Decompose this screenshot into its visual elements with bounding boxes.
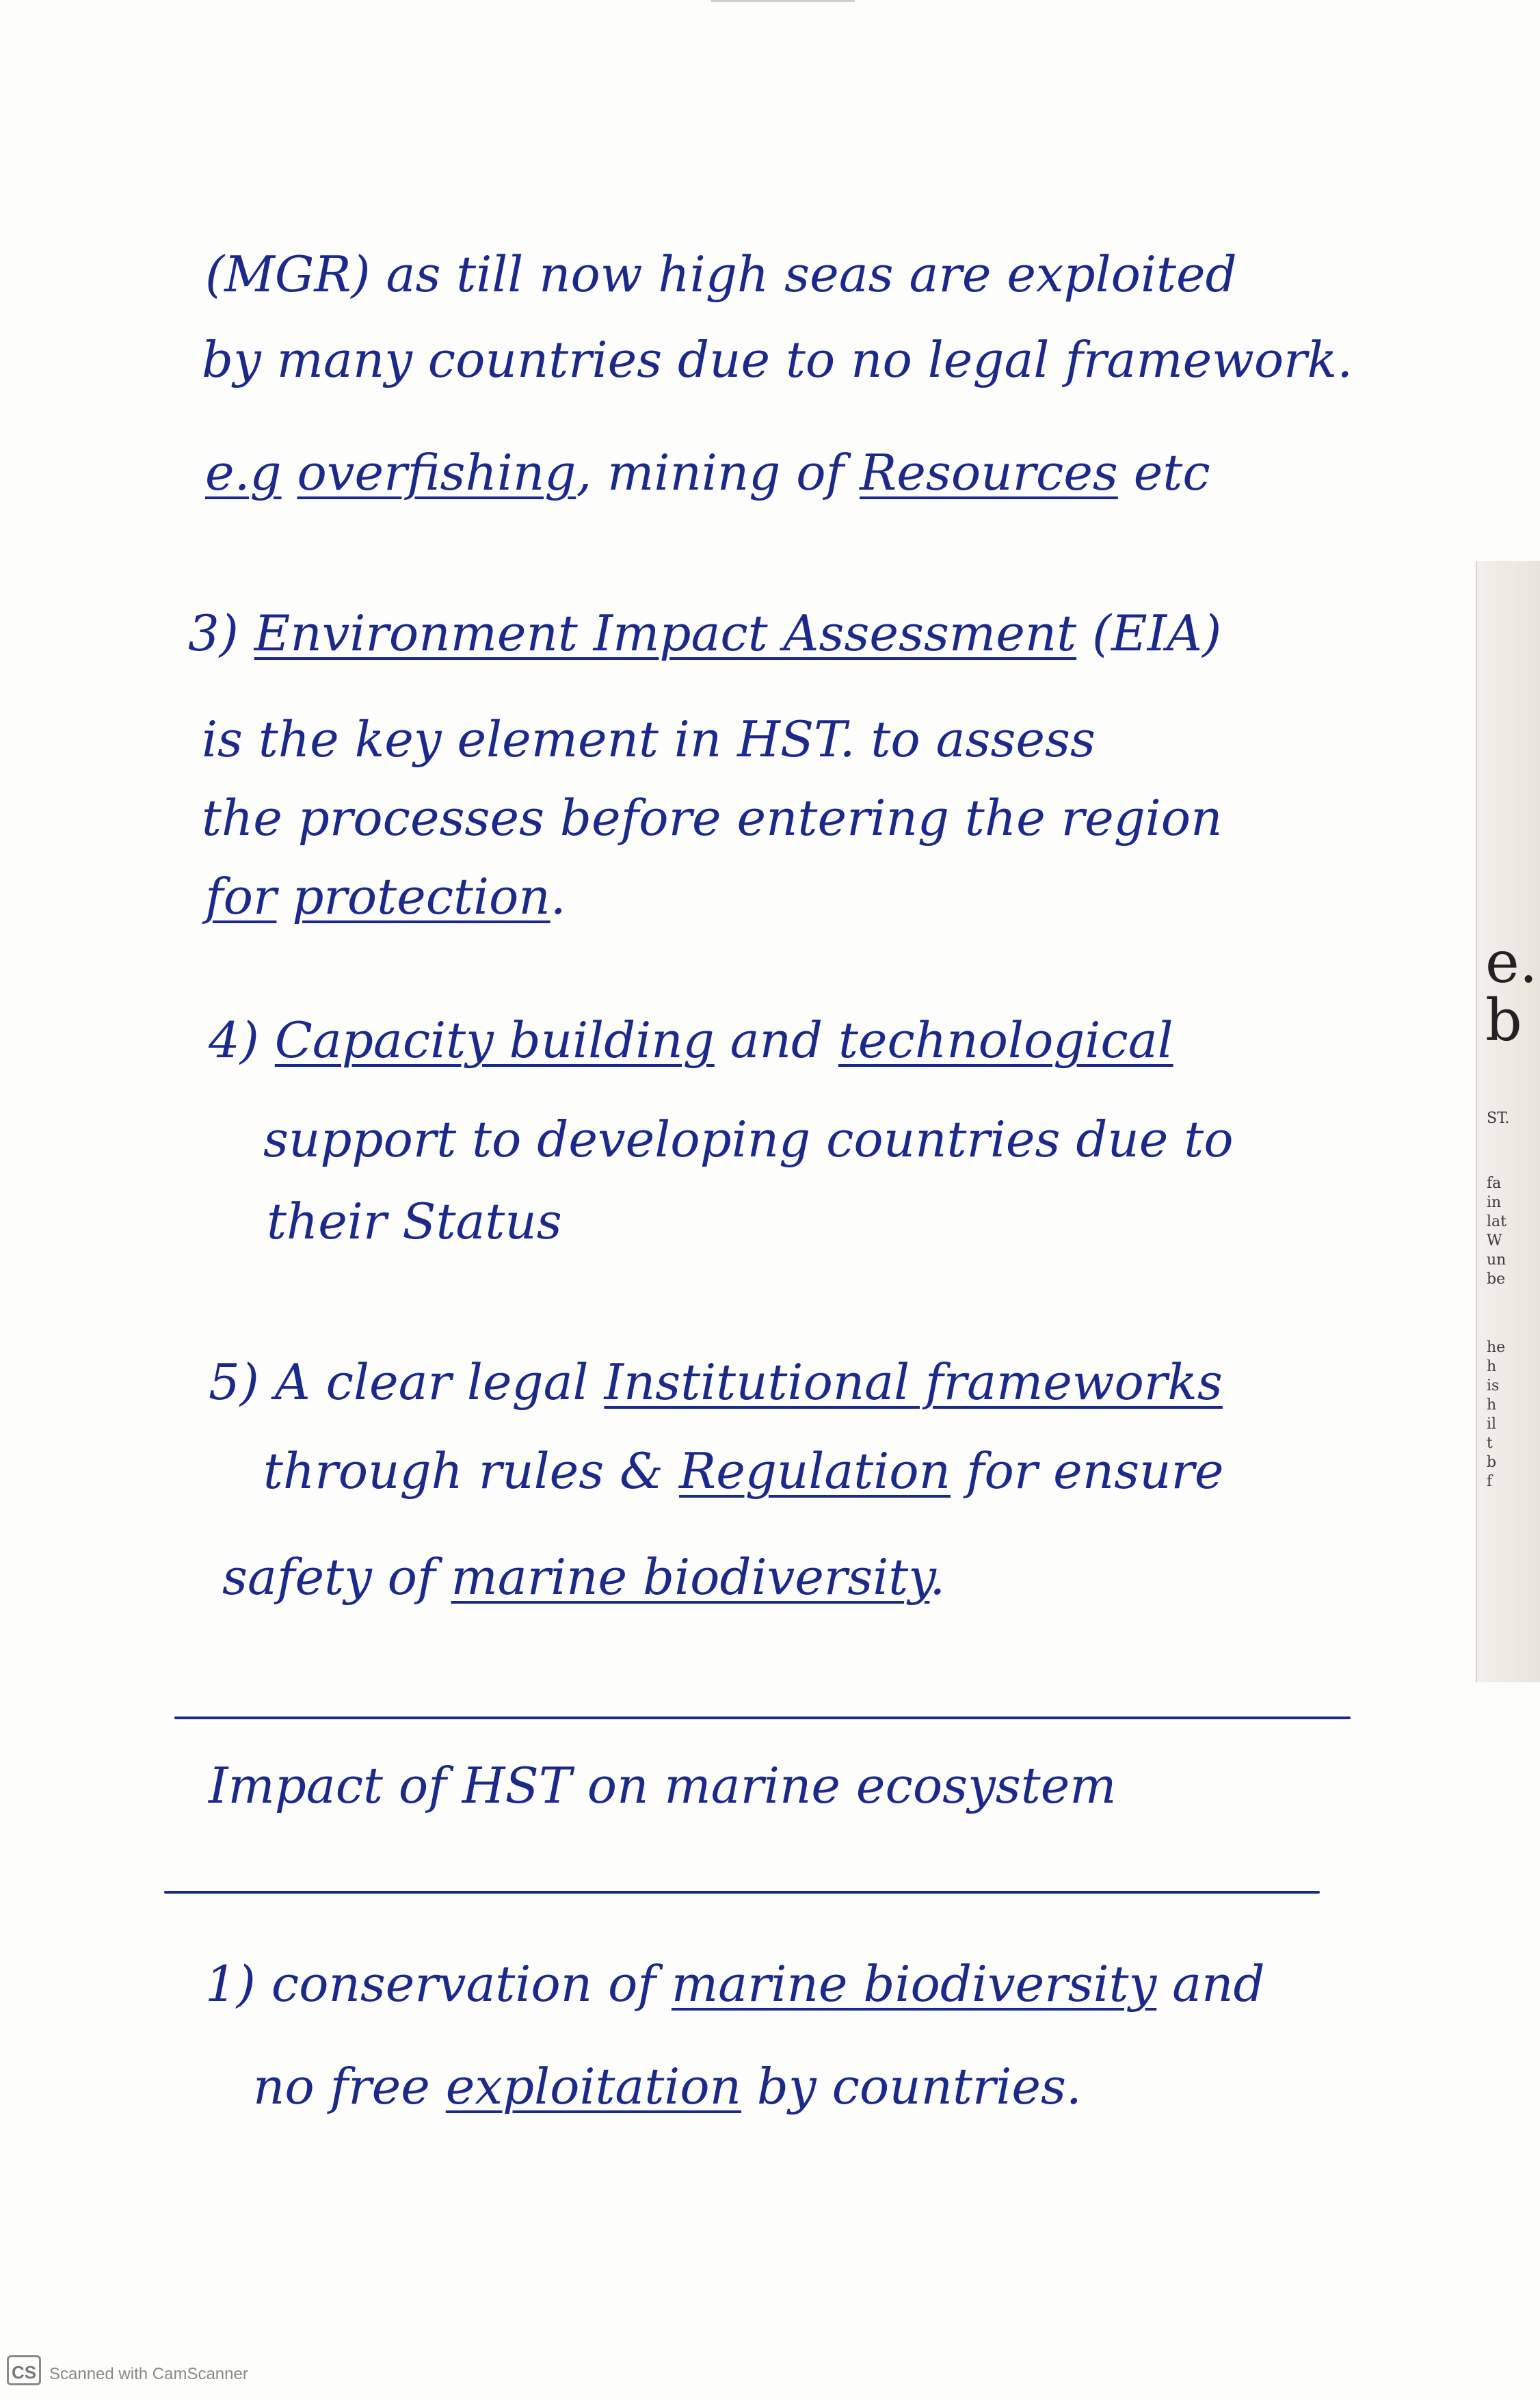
period: . — [550, 868, 566, 925]
edge-text-14: f — [1487, 1473, 1493, 1490]
edge-letter-b: b — [1485, 987, 1522, 1054]
overfishing-text: overfishing — [297, 444, 576, 501]
edge-text-6: be — [1487, 1271, 1506, 1288]
safety-text: safety of — [222, 1548, 436, 1606]
point-5-line-2 — [263, 1442, 1224, 1500]
point-3-title: Environment Impact Assessment — [254, 605, 1077, 662]
period-2: . — [929, 1548, 946, 1606]
background-page-edge — [1476, 561, 1540, 1682]
point-3-line-4 — [205, 868, 566, 925]
conservation-text: conservation of — [271, 1955, 656, 2013]
impact-1-number: 1) — [205, 1955, 256, 2013]
point-4-heading — [209, 1011, 1173, 1069]
divider-top — [174, 1717, 1351, 1719]
edge-text-10: h — [1487, 1396, 1497, 1414]
institutional-frameworks-text: Institutional frameworks — [604, 1353, 1223, 1411]
point-3-line-3: the processes before entering the region — [202, 789, 1223, 847]
note-line-2: by many countries due to no legal framework. — [202, 331, 1353, 388]
point-3-heading — [188, 605, 1222, 662]
edge-text-9: is — [1487, 1377, 1500, 1394]
point-3-line-2: is the key element in HST. to assess — [202, 711, 1096, 768]
point-4-number: 4) — [209, 1011, 259, 1069]
rules-text: through rules & — [263, 1442, 664, 1500]
point-4-line-2: support to developing countries due to — [263, 1111, 1234, 1168]
divider-bottom — [164, 1891, 1320, 1894]
for-text: for — [205, 868, 277, 925]
edge-text-5: un — [1487, 1251, 1506, 1269]
point-3-number: 3) — [188, 605, 239, 662]
top-edge-mark — [711, 0, 855, 2]
eg-abbrev: e.g — [205, 444, 282, 501]
edge-text-7: he — [1487, 1339, 1506, 1356]
edge-text-13: b — [1487, 1454, 1497, 1471]
by-countries-text: by countries. — [756, 2058, 1082, 2115]
camscanner-watermark: Scanned with CamScanner — [49, 2365, 248, 2383]
edge-letter-e: e. — [1485, 929, 1538, 996]
point-5-line-3 — [222, 1548, 946, 1606]
marine-biodiversity-text-2: marine biodiversity — [671, 1955, 1157, 2013]
resources-text: Resources — [860, 444, 1118, 501]
note-line-1: (MGR) as till now high seas are exploited — [205, 246, 1237, 303]
point-3-abbr: (EIA) — [1092, 605, 1222, 662]
edge-text-3: lat — [1487, 1213, 1506, 1230]
protection-text: protection — [292, 868, 550, 925]
point-4-line-3: their Status — [267, 1193, 562, 1250]
edge-text-4: W — [1487, 1232, 1502, 1249]
etc-text: etc — [1133, 444, 1210, 501]
edge-text-0: ST. — [1487, 1110, 1510, 1127]
edge-text-12: t — [1487, 1435, 1493, 1452]
ensure-text: for ensure — [966, 1442, 1224, 1500]
regulation-text: Regulation — [679, 1442, 951, 1500]
no-free-text: no free — [253, 2058, 430, 2115]
section-heading: Impact of HST on marine ecosystem — [209, 1757, 1117, 1814]
edge-text-1: fa — [1487, 1175, 1502, 1192]
marine-biodiversity-text: marine biodiversity — [451, 1548, 930, 1606]
edge-text-2: in — [1487, 1194, 1502, 1211]
camscanner-logo: CS — [7, 2355, 41, 2385]
and-text-2: and — [1172, 1955, 1265, 2013]
edge-text-8: h — [1487, 1358, 1497, 1375]
technological-text: technological — [838, 1011, 1173, 1069]
exploitation-text: exploitation — [445, 2058, 742, 2115]
point-5-heading — [209, 1353, 1223, 1411]
edge-text-11: il — [1487, 1416, 1497, 1433]
and-text: and — [730, 1011, 823, 1069]
point-5-number: 5) — [209, 1353, 259, 1411]
capacity-building-text: Capacity building — [274, 1011, 715, 1069]
clear-legal-text: A clear legal — [274, 1353, 589, 1411]
impact-1-line-1 — [205, 1955, 1265, 2013]
note-line-3 — [205, 444, 1210, 501]
impact-1-line-2 — [253, 2058, 1082, 2115]
mining-text: , mining of — [576, 444, 845, 501]
